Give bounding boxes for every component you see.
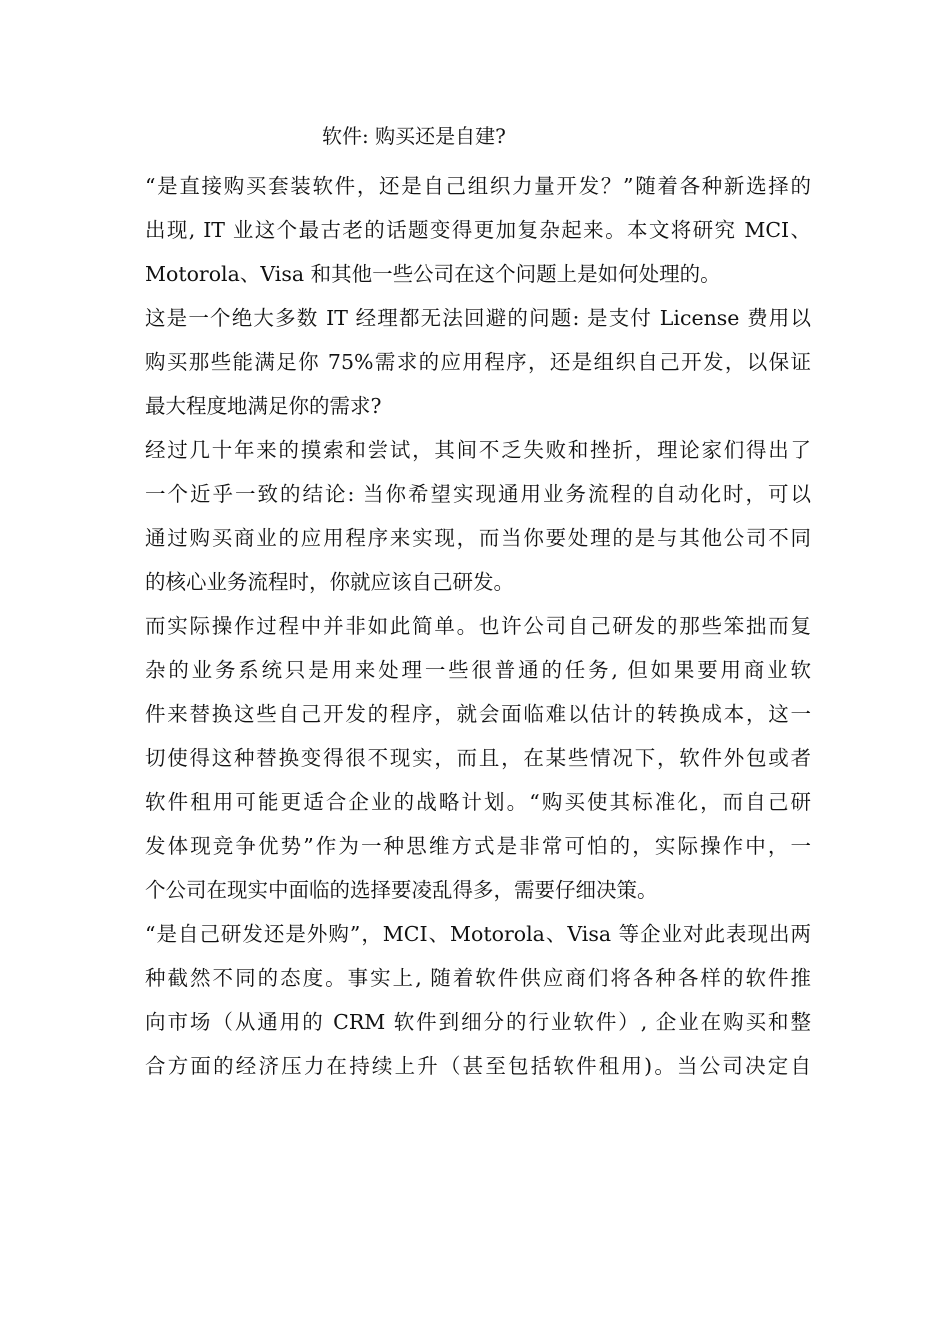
- text-line: 出现, IT 业这个最古老的话题变得更加复杂起来。本文将研究 MCI、: [145, 218, 811, 242]
- document-body: [145, 164, 811, 1088]
- text-line: Motorola、Visa 和其他一些公司在这个问题上是如何处理的。: [145, 262, 721, 286]
- text-line: 而实际操作过程中并非如此简单。也许公司自己研发的那些笨拙而复: [145, 614, 811, 638]
- text-line: “是自己研发还是外购”，MCI、Motorola、Visa 等企业对此表现出两: [145, 922, 811, 946]
- text-line: 购买那些能满足你 75%需求的应用程序，还是组织自己开发，以保证: [145, 350, 811, 374]
- text-line: 切使得这种替换变得很不现实，而且，在某些情况下，软件外包或者: [145, 746, 811, 770]
- text-line: “是直接购买套装软件，还是自己组织力量开发？”随着各种新选择的: [145, 174, 811, 198]
- text-line: 合方面的经济压力在持续上升（甚至包括软件租用)。当公司决定自: [145, 1054, 811, 1078]
- text-line: 杂的业务系统只是用来处理一些很普通的任务, 但如果要用商业软: [145, 658, 811, 682]
- text-line: 个公司在现实中面临的选择要凌乱得多，需要仔细决策。: [145, 878, 658, 902]
- text-line: 软件租用可能更适合企业的战略计划。“购买使其标准化，而自己研: [145, 790, 811, 814]
- document-title: 软件: 购买还是自建?: [322, 124, 506, 148]
- text-line: 种截然不同的态度。事实上, 随着软件供应商们将各种各样的软件推: [145, 966, 811, 990]
- text-line: 这是一个绝大多数 IT 经理都无法回避的问题: 是支付 License 费用以: [145, 306, 811, 330]
- paragraph-attitudes: [145, 912, 811, 1088]
- text-line: 的核心业务流程时，你就应该自己研发。: [145, 570, 514, 594]
- paragraph-question: [145, 296, 811, 428]
- paragraph-practice: [145, 604, 811, 912]
- text-line: 经过几十年来的摸索和尝试，其间不乏失败和挫折，理论家们得出了: [145, 438, 811, 462]
- text-line: 通过购买商业的应用程序来实现，而当你要处理的是与其他公司不同: [145, 526, 811, 550]
- text-line: 件来替换这些自己开发的程序，就会面临难以估计的转换成本，这一: [145, 702, 811, 726]
- paragraph-intro: [145, 164, 811, 296]
- text-line: 一个近乎一致的结论: 当你希望实现通用业务流程的自动化时，可以: [145, 482, 811, 506]
- text-line: 发体现竞争优势”作为一种思维方式是非常可怕的，实际操作中，一: [145, 834, 811, 858]
- text-line: 向市场（从通用的 CRM 软件到细分的行业软件）, 企业在购买和整: [145, 1010, 811, 1034]
- paragraph-conclusion: [145, 428, 811, 604]
- text-line: 最大程度地满足你的需求?: [145, 394, 382, 418]
